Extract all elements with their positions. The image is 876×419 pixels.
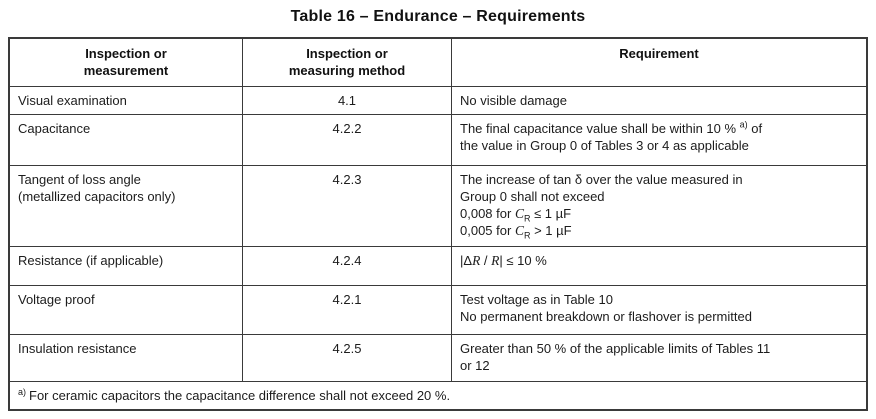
table-row <box>9 166 867 247</box>
requirement-text-segment: a) <box>739 119 748 130</box>
table-row <box>9 115 867 166</box>
requirement-text-segment: R <box>472 253 481 268</box>
requirement-text-segment: No permanent breakdown or flashover is permitted <box>460 309 752 324</box>
requirement-cell <box>452 247 868 286</box>
requirement-text-segment: Greater than 50 % of the applicable limits of Tables 11 <box>460 341 771 356</box>
endurance-requirements-table <box>8 37 868 411</box>
table-foot <box>9 382 867 411</box>
column-header: Inspection or measuring method <box>243 38 452 87</box>
requirement-text-segment: No visible damage <box>460 93 567 108</box>
requirement-cell <box>452 166 868 247</box>
footnote-marker: a) <box>18 386 27 397</box>
inspection-cell: Capacitance <box>9 115 243 166</box>
table-row <box>9 87 867 115</box>
requirement-text-segment: / <box>480 253 492 268</box>
requirement-text-segment: R <box>491 253 500 268</box>
method-cell: 4.1 <box>243 87 452 115</box>
requirement-text-segment: R <box>523 230 531 241</box>
footnote-text: For ceramic capacitors the capacitance difference shall not exceed 20 %. <box>29 388 451 403</box>
table-body <box>9 87 867 382</box>
requirement-text-segment: C <box>514 206 524 221</box>
requirement-text-segment: The increase of tan δ over the value measured in <box>460 172 743 187</box>
requirement-text-segment: of <box>747 121 763 136</box>
table-head <box>9 38 867 87</box>
requirement-cell <box>452 286 868 335</box>
table-row <box>9 247 867 286</box>
requirement-text-segment: Test voltage as in Table 10 <box>460 292 613 307</box>
requirement-text-segment: > 1 µF <box>530 223 572 238</box>
requirement-text-segment: 0,005 for <box>460 223 515 238</box>
requirement-text-segment: 0,008 for <box>460 206 515 221</box>
inspection-cell: Resistance (if applicable) <box>9 247 243 286</box>
inspection-cell: Visual examination <box>9 87 243 115</box>
requirement-cell <box>452 335 868 382</box>
requirement-text-segment: |Δ <box>460 253 473 268</box>
footnote-row <box>9 382 867 411</box>
requirement-text-segment: ≤ 1 µF <box>530 206 572 221</box>
table-row <box>9 286 867 335</box>
column-header: Inspection or measurement <box>9 38 243 87</box>
column-header: Requirement <box>452 38 868 87</box>
requirement-text-segment: Group 0 shall not exceed <box>460 189 605 204</box>
requirement-text-segment: or 12 <box>460 358 490 373</box>
inspection-cell: Voltage proof <box>9 286 243 335</box>
requirement-cell <box>452 115 868 166</box>
header-row <box>9 38 867 87</box>
method-cell: 4.2.2 <box>243 115 452 166</box>
requirement-text-segment: | ≤ 10 % <box>499 253 547 268</box>
inspection-cell: Insulation resistance <box>9 335 243 382</box>
table-row <box>9 335 867 382</box>
requirement-text-segment: the value in Group 0 of Tables 3 or 4 as applicable <box>460 138 749 153</box>
requirement-text-segment: R <box>523 213 531 224</box>
method-cell: 4.2.4 <box>243 247 452 286</box>
requirement-cell <box>452 87 868 115</box>
requirement-text-segment: The final capacitance value shall be within 10 % <box>460 121 740 136</box>
inspection-cell: Tangent of loss angle (metallized capacitors only) <box>9 166 243 247</box>
table-title: Table 16 – Endurance – Requirements <box>290 8 586 25</box>
method-cell: 4.2.3 <box>243 166 452 247</box>
method-cell: 4.2.1 <box>243 286 452 335</box>
method-cell: 4.2.5 <box>243 335 452 382</box>
requirement-text-segment: C <box>514 223 524 238</box>
footnote-cell <box>9 382 867 411</box>
